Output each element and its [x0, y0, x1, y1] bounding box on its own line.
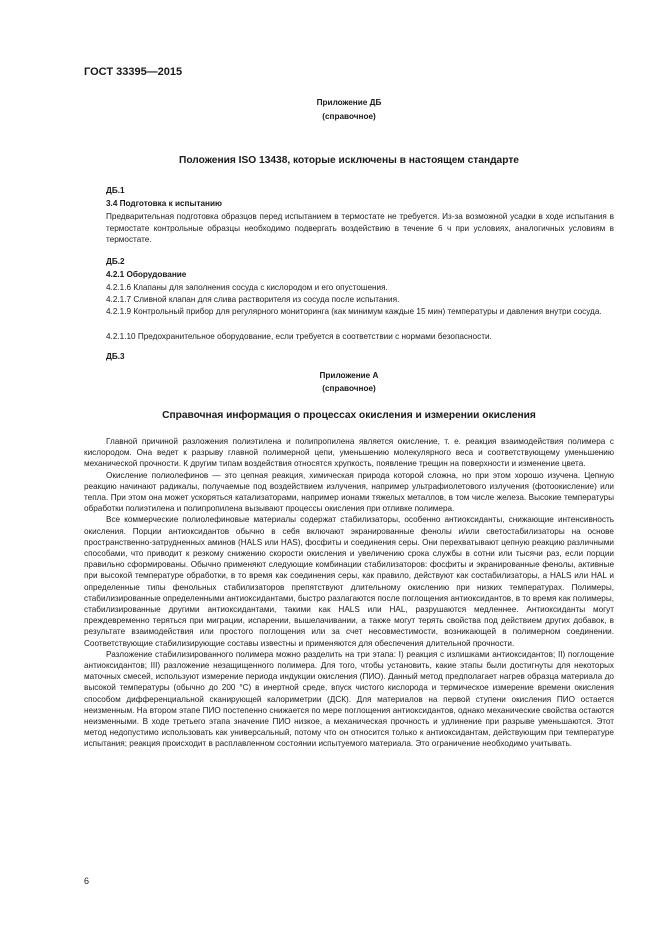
annex-db-heading: Положения ISO 13438, которые исключены в настоящем стандарте: [179, 155, 519, 166]
paragraph: Все коммерческие полиолефиновые материалы содержат стабилизаторы, особенно антиоксиданты, снижающие интенсивность окисления. Порции антиоксидантов обычно в себя включают экранированные фенолы и/или светостабилизаторы на основе пространственно-затрудненных аминов (HALS или HAS), фосфиты и соединения серы. Они перехватывают цепную реакцию различными способами, что приводит к резкому снижению скорости окисления и увеличению срока службы в сотни или тысячи раз, если порции правильно сформированы. Обычно применяют следующие комбинации стабилизаторов: фосфиты и экранированные фенолы, активные при высокой температуре обработки, в то время как соединения серы, как правило, действуют как состабилизаторы, а HALS или HAL и определенные типы фенольных стабилизаторов препятствуют длительному окислению при низких температурах. Полимеры, стабилизированные определенными антиоксидантами, быстро разлагаются после поглощения антиоксидантов, в то время как полимеры, стабилизированные другими антиоксидантами, такими как HALS или HAL, разрушаются медленнее. Антиоксиданты могут преждевременно теряться при миграции, испарении, вышелачивании, а также могут терять свойства под действием других добавок, в результате взаимодействия или простого поглощения или за счет несовместимости, возникающей в полимерном соединении. Соответствующие стабилизирующие составы известны и применяются для обеспечения длительной прочности.: [84, 515, 614, 648]
annex-a-body: [84, 436, 614, 750]
item-4-2-1-10: 4.2.1.10 Предохранительное оборудование, если требуется в соответствии с нормами безопасности.: [106, 332, 492, 341]
page-number: 6: [84, 876, 90, 886]
standard-designation: ГОСТ 33395—2015: [84, 66, 183, 78]
annex-db-subtitle: (справочное): [322, 112, 376, 121]
section-3-4-text: Предварительная подготовка образцов перед испытанием в термостате не требуется. Из-за возможной усадки в ходе испытания в термостате контрольные образцы необходимо подвергать воздействию в течение 6 ч при условиях, аналогичных условиям в термостате.: [106, 212, 614, 244]
annex-a-heading: Справочная информация о процессах окисления и измерении окисления: [162, 410, 536, 421]
annex-db-title: Приложение ДБ: [316, 98, 382, 107]
item-4-2-1-6: 4.2.1.6 Клапаны для заполнения сосуда с кислородом и его опустошения.: [106, 283, 388, 292]
paragraph: Разложение стабилизированного полимера можно разделить на три этапа: I) реакция с излишками антиоксидантов; II) поглощение антиоксидантов; III) разложение незащищенного полимера. Для того, чтобы установить, какие этапы были достигнуты для некоторых маточных смесей, используют измерение периода индукции окисления (ПИО). Данный метод предполагает нагрев образца материала до высокой температуры (обычно до 200 °C) в инертной среде, впуск чистого кислорода и термическое измерение времени окисления способом дифференциальной сканирующей калориметрии (ДСК). Для материалов на первой ступени окисления ПИО остается неизменным. На втором этапе ПИО постепенно снижается по мере поглощения антиоксидантов, однако механические свойства остаются неизменными. В ходе третьего этапа значение ПИО низкое, а механическая прочность и удлинение при разрыве уменьшаются. Этот метод недопустимо использовать как универсальный, потому что он относится только к антиоксидантам, действующим при температуре испытания; реакция происходит в расплавленном состоянии испытуемого материала. Это ограничение необходимо учитывать.: [84, 649, 614, 749]
db1-label: ДБ.1: [106, 186, 125, 195]
db3-label: ДБ.3: [106, 352, 125, 361]
annex-a-title: Приложение А: [319, 371, 379, 380]
section-4-2-1-heading: 4.2.1 Оборудование: [106, 270, 187, 279]
item-4-2-1-7: 4.2.1.7 Сливной клапан для слива растворителя из сосуда после испытания.: [106, 295, 400, 304]
db2-label: ДБ.2: [106, 257, 125, 266]
annex-a-subtitle: (справочное): [322, 384, 376, 393]
paragraph: Главной причиной разложения полиэтилена и полипропилена является окисление, т. е. реакция взаимодействия полимера с кислородом. Она ведет к разрыву главной полимерной цепи, уменьшению молекулярного веса и соответствующему уменьшению механической прочности. К другим типам воздействия относятся хрупкость, появление трещин на поверхности и изменение цвета.: [84, 437, 614, 469]
item-4-2-1-9: 4.2.1.9 Контрольный прибор для регулярного мониторинга (как минимум каждые 15 мин) температуры и давления внутри сосуда.: [106, 307, 602, 316]
paragraph: Окисление полиолефинов — это цепная реакция, химическая природа которой сложна, но при этом хорошо изучена. Цепную реакцию начинают радикалы, получаемые под воздействием излучения, например ультрафиолетового излучения (фотоокисление) или тепла. При этом она может ускоряться катализаторами, например ионами тяжелых металлов, в том числе железа. Высокие температуры обработки полиэтилена и полипропилена вызывают процессы окисления при отливке полимера.: [84, 470, 614, 514]
section-3-4-heading: 3.4 Подготовка к испытанию: [106, 199, 223, 208]
